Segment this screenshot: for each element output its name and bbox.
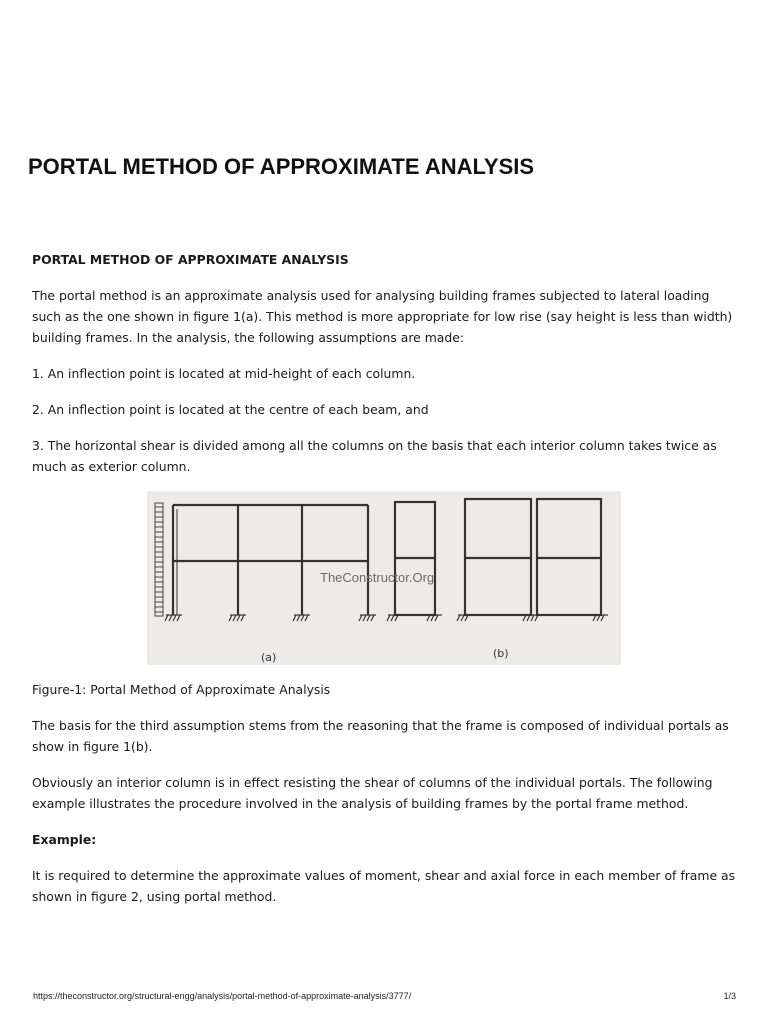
footer-page-number: 1/3 — [723, 991, 736, 1001]
assumption-2: 2. An inflection point is located at the centre of each beam, and — [32, 402, 429, 417]
figure-caption: Figure-1: Portal Method of Approximate Analysis — [32, 682, 331, 697]
example-label: Example: — [32, 832, 97, 847]
figure-1-portal-frames — [147, 491, 621, 665]
example-paragraph: It is required to determine the approximate values of moment, shear and axial force in each member of frame as shown in figure 2, using portal method. — [32, 868, 736, 904]
basis-paragraph: The basis for the third assumption stems from the reasoning that the frame is composed of individual portals as show in figure 1(b). — [32, 718, 729, 754]
figure-label-b: (b) — [493, 647, 509, 660]
page-title: PORTAL METHOD OF APPROXIMATE ANALYSIS — [28, 154, 535, 179]
assumption-1: 1. An inflection point is located at mid-height of each column. — [32, 366, 416, 381]
footer-url: https://theconstructor.org/structural-engg/analysis/portal-method-of-approximate-analysis/3777/ — [33, 991, 412, 1001]
article-body — [32, 249, 738, 922]
assumption-3: 3. The horizontal shear is divided among all the columns on the basis that each interior column takes twice as much as exterior column. — [32, 438, 717, 474]
figure-label-a: (a) — [261, 651, 277, 664]
intro-paragraph: The portal method is an approximate analysis used for analysing building frames subjected to lateral loading such as the one shown in figure 1(a). This method is more appropriate for low rise (say height is less than width) building frames. In the analysis, the following assumptions are made: — [32, 288, 733, 345]
portal-frames-drawing — [147, 491, 621, 665]
obviously-paragraph: Obviously an interior column is in effect resisting the shear of columns of the individual portals. The following example illustrates the procedure involved in the analysis of building frames by the portal frame method. — [32, 775, 713, 811]
figure-watermark: TheConstructor.Org — [320, 570, 435, 585]
article-heading: PORTAL METHOD OF APPROXIMATE ANALYSIS — [32, 252, 349, 267]
